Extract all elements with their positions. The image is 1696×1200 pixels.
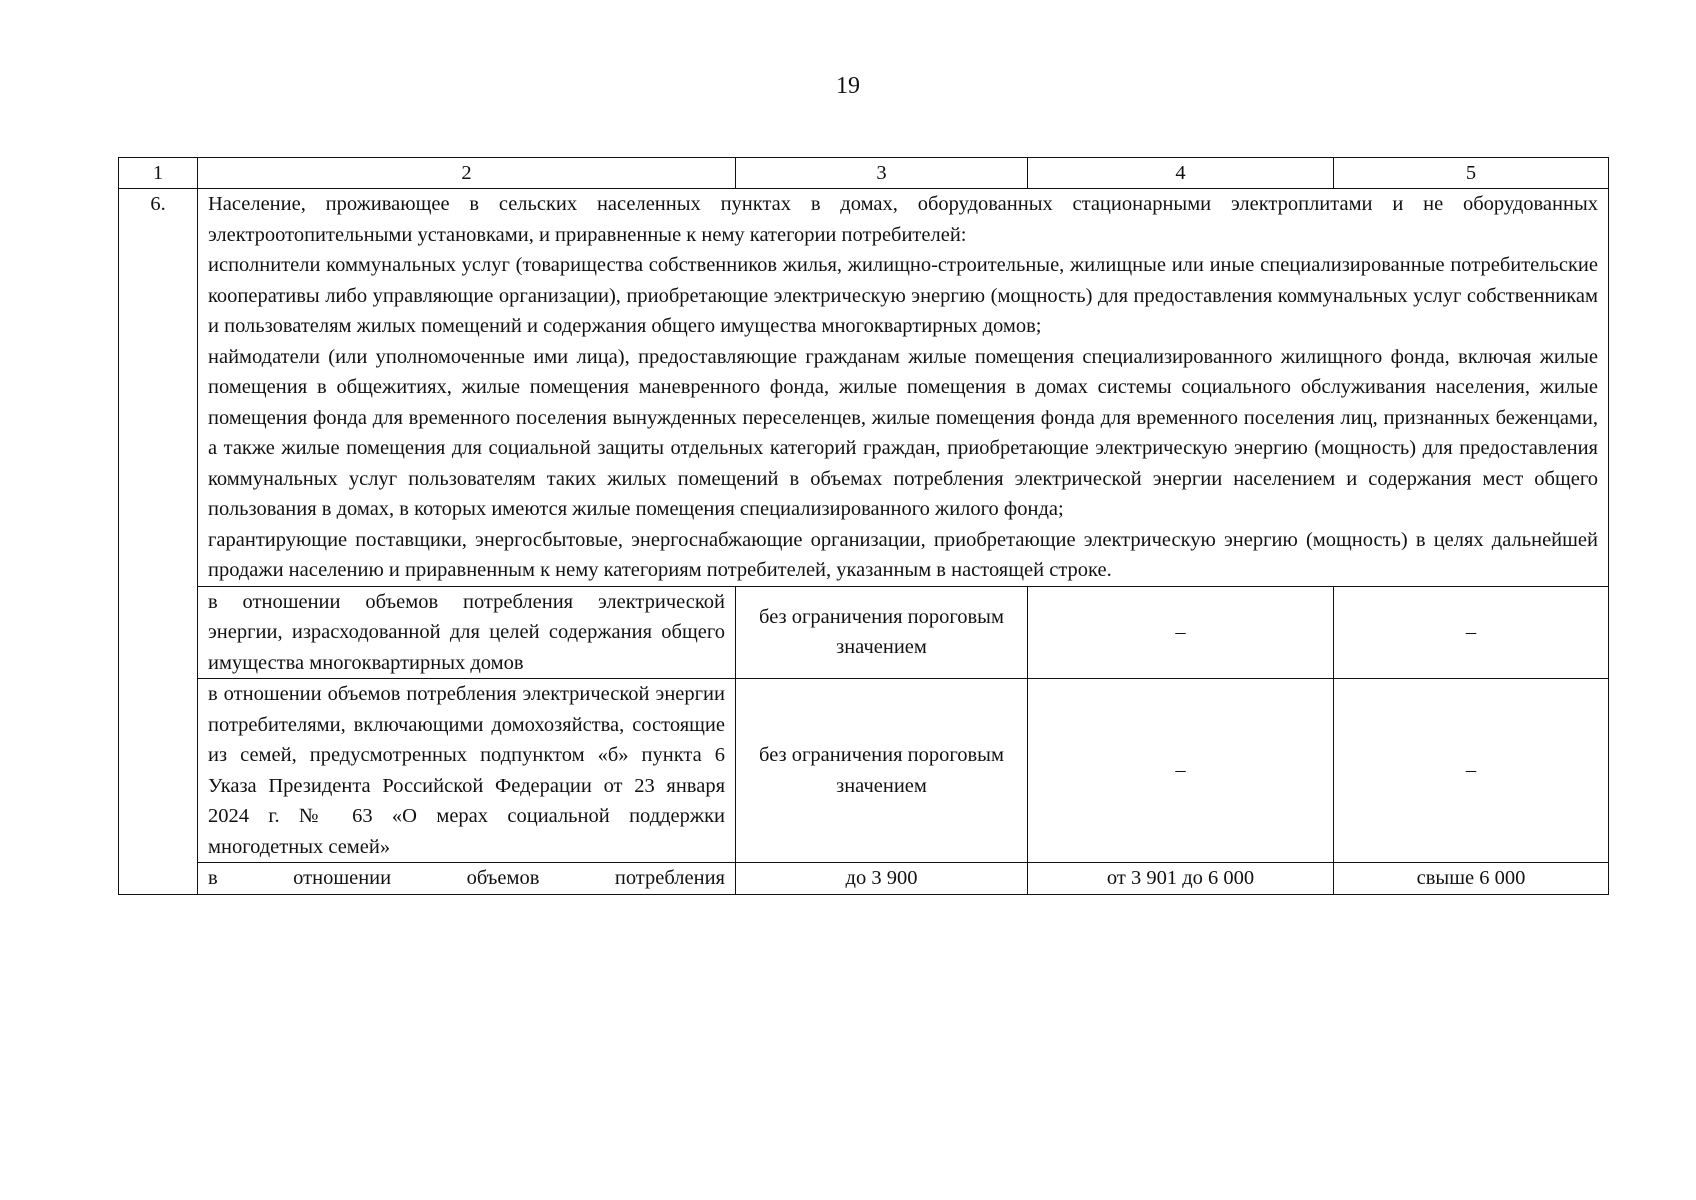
subrow-col3: без ограничения пороговым значением [736, 679, 1028, 863]
subrow-description: в отношении объемов потребления [198, 863, 736, 895]
subrow-col5: – [1334, 586, 1609, 679]
subrow-col3: до 3 900 [736, 863, 1028, 895]
subrow-description: в отношении объемов потребления электрической энергии потребителями, включающими домохозяйства, состоящие из семей, предусмотренных подпунктом «б» пункта 6 Указа Президента Российской Федерации от 23 января 2024 г. № 63 «О мерах социальной поддержки многодетных семей» [198, 679, 736, 863]
category-paragraph: гарантирующие поставщики, энергосбытовые, энергоснабжающие организации, приобретающие электрическую энергию (мощность) в целях дальнейшей продажи населению и приравненным к нему категориям потребителей, указанным в настоящей строке. [208, 528, 1598, 581]
table-subrow [119, 586, 1609, 679]
column-number: 3 [736, 158, 1028, 189]
category-paragraph: наймодатели (или уполномоченные ими лица), предоставляющие гражданам жилые помещения специализированного жилищного фонда, включая жилые помещения в общежитиях, жилые помещения маневренного фонда, жилые помещения в домах системы социального обслуживания населения, жилые помещения фонда для временного поселения вынужденных переселенцев, жилые помещения фонда для временного поселения лиц, признанных беженцами, а также жилые помещения для социальной защиты отдельных категорий граждан, приобретающие электрическую энергию (мощность) для предоставления коммунальных услуг пользователям таких жилых помещений в объемах потребления электрической энергии населением и содержания мест общего пользования в домах, в которых имеются жилые помещения специализированного жилого фонда; [208, 345, 1598, 520]
page-number: 19 [836, 73, 860, 99]
column-number: 2 [198, 158, 736, 189]
column-numbers-row [119, 158, 1609, 189]
table-row [119, 189, 1609, 587]
subrow-col4: от 3 901 до 6 000 [1028, 863, 1334, 895]
subrow-description: в отношении объемов потребления электрической энергии, израсходованной для целей содержания общего имущества многоквартирных домов [198, 586, 736, 679]
consumer-category-description [198, 189, 1609, 587]
subrow-col5: – [1334, 679, 1609, 863]
column-number: 1 [119, 158, 198, 189]
table-subrow [119, 679, 1609, 863]
column-number: 4 [1028, 158, 1334, 189]
table-subrow [119, 863, 1609, 895]
subrow-col4: – [1028, 586, 1334, 679]
category-paragraph: Население, проживающее в сельских населенных пунктах в домах, оборудованных стационарными электроплитами и не оборудованных электроотопительными установками, и приравненные к нему категории потребителей: [208, 193, 1598, 246]
column-number: 5 [1334, 158, 1609, 189]
subrow-col5: свыше 6 000 [1334, 863, 1609, 895]
row-number: 6. [119, 189, 198, 895]
subrow-col4: – [1028, 679, 1334, 863]
tariff-table [118, 157, 1609, 895]
subrow-col3: без ограничения пороговым значением [736, 586, 1028, 679]
category-paragraph: исполнители коммунальных услуг (товарищества собственников жилья, жилищно-строительные, жилищные или иные специализированные потребительские кооперативы либо управляющие организации), приобретающие электрическую энергию (мощность) для предоставления коммунальных услуг собственникам и пользователям жилых помещений и содержания общего имущества многоквартирных домов; [208, 254, 1598, 337]
